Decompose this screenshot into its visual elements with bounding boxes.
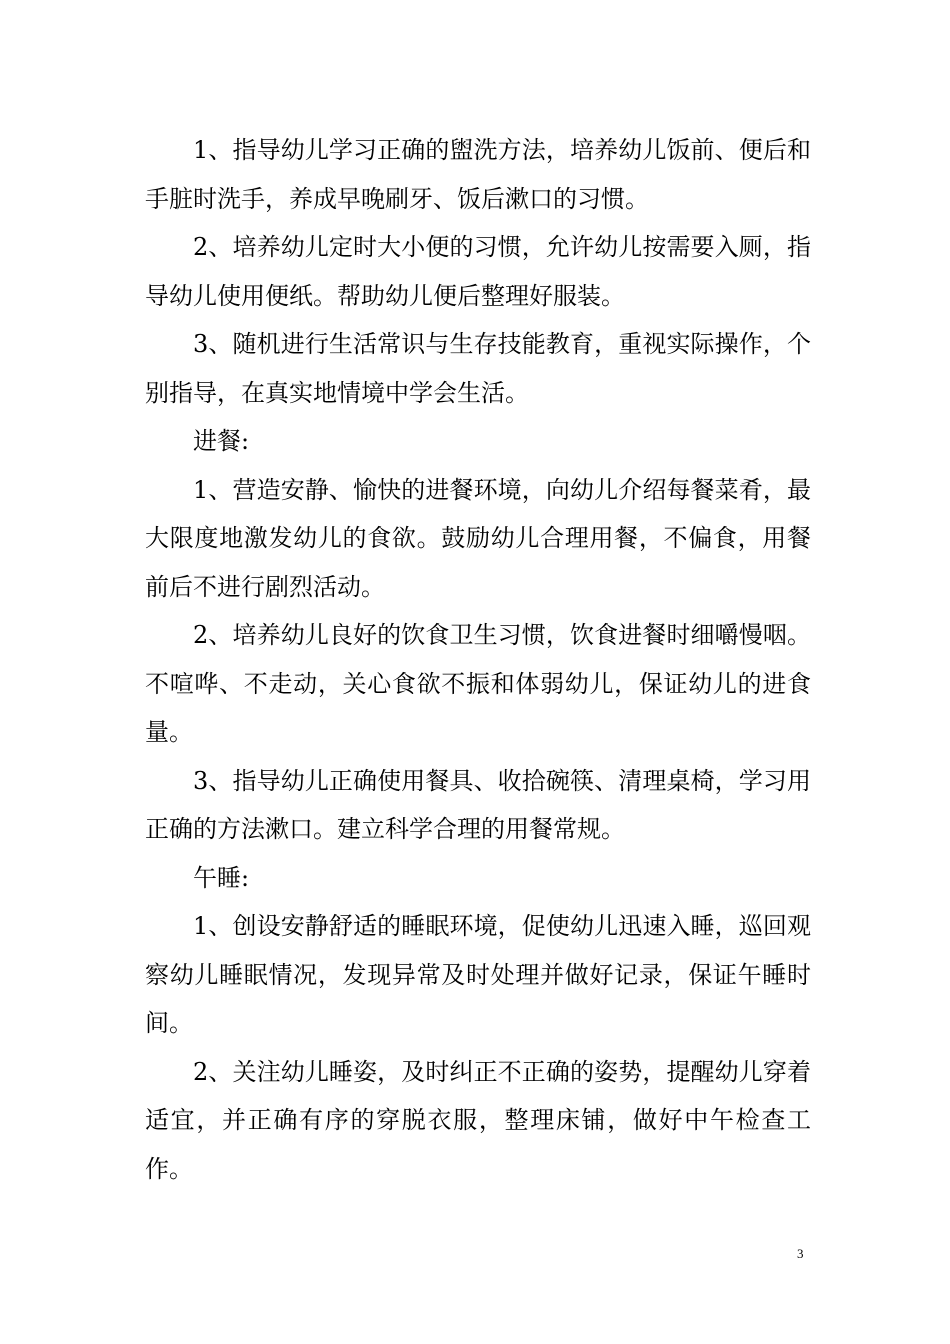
paragraph-toilet-2: 2、培养幼儿定时大小便的习惯，允许幼儿按需要入厕，指导幼儿使用便纸。帮助幼儿便后整理好服装。 — [145, 233, 811, 310]
section-heading-meals: 进餐: — [193, 427, 250, 455]
paragraph-meals-1: 1、营造安静、愉快的进餐环境，向幼儿介绍每餐菜肴，最大限度地激发幼儿的食欲。鼓励幼儿合理用餐，不偏食，用餐前后不进行剧烈活动。 — [145, 475, 811, 601]
paragraph-meals-3: 3、指导幼儿正确使用餐具、收拾碗筷、清理桌椅，学习用正确的方法漱口。建立科学合理的用餐常规。 — [145, 766, 811, 843]
paragraph-meals-2: 2、培养幼儿良好的饮食卫生习惯，饮食进餐时细嚼慢咽。不喧哗、不走动，关心食欲不振和体弱幼儿，保证幼儿的进食量。 — [145, 621, 811, 746]
page-number: 3 — [797, 1246, 804, 1261]
section-heading-nap: 午睡: — [193, 863, 250, 892]
paragraph-nap-1: 1、创设安静舒适的睡眠环境，促使幼儿迅速入睡，巡回观察幼儿睡眠情况，发现异常及时处理并做好记录，保证午睡时间。 — [145, 912, 811, 1037]
paragraph-nap-2: 2、关注幼儿睡姿，及时纠正不正确的姿势，提醒幼儿穿着适宜，并正确有序的穿脱衣服，整理床铺，做好中午检查工作。 — [145, 1057, 811, 1183]
paragraph-life-skills-3: 3、随机进行生活常识与生存技能教育，重视实际操作，个别指导，在真实地情境中学会生活。 — [145, 330, 811, 407]
paragraph-washing-1: 1、指导幼儿学习正确的盥洗方法，培养幼儿饭前、便后和手脏时洗手，养成早晚刷牙、饭后漱口的习惯。 — [145, 136, 811, 213]
document-body — [145, 126, 811, 1193]
